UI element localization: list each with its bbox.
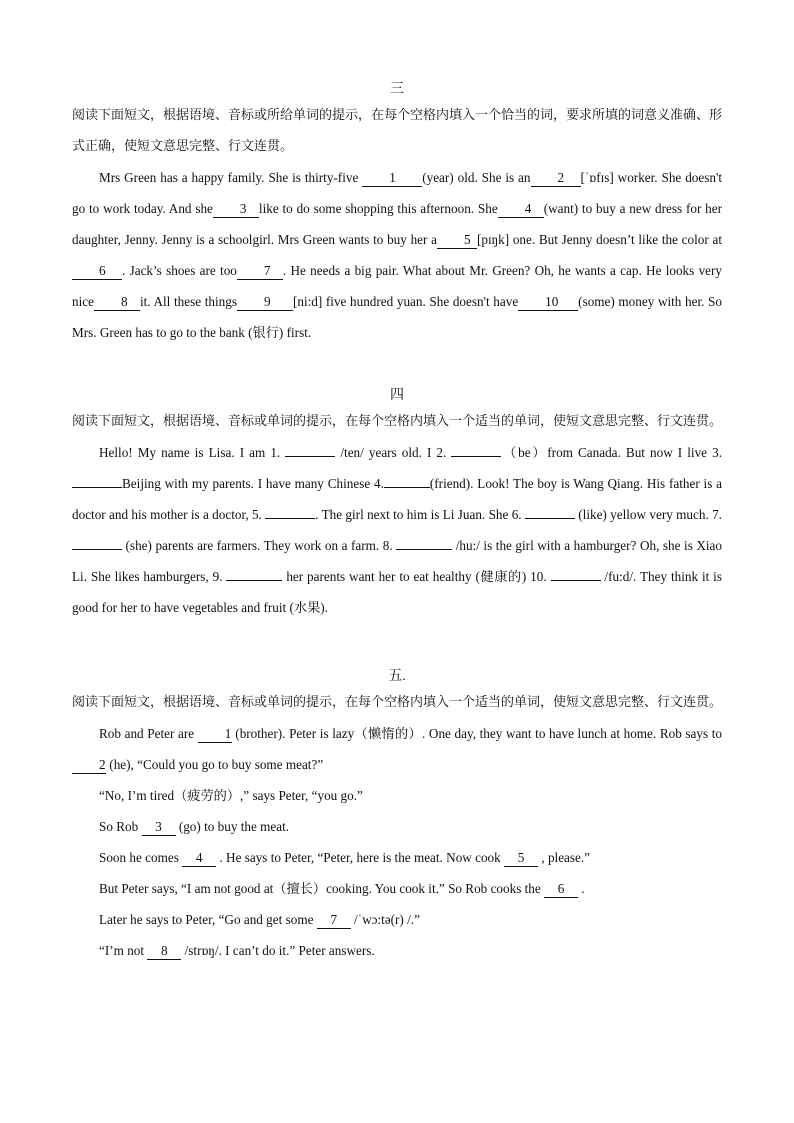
passage-text: (brother). Peter is lazy（懒惰的）. One day, they want to have lunch at home. Rob says to — [231, 726, 723, 741]
passage-text: . He needs a big pair. What about Mr. Green? Oh, he wants a cap. He looks very nice — [72, 263, 722, 309]
answer-blank[interactable]: 7 — [237, 263, 283, 280]
answer-blank[interactable]: 4 — [182, 850, 216, 867]
dialogue-line — [72, 811, 722, 842]
section-title: 四 — [390, 388, 404, 403]
answer-blank[interactable]: 9 — [237, 294, 293, 311]
passage-text: [ˈɒfɪs] worker. She doesn't go to work today. And she — [72, 170, 723, 216]
answer-blank[interactable]: 8 — [147, 943, 181, 960]
passage-text: /ˈwɔ:tə(r) /.” — [350, 912, 420, 927]
answer-blank[interactable] — [265, 502, 315, 519]
passage-text: (year) old. She is an — [422, 170, 531, 185]
answer-blank[interactable] — [551, 564, 601, 581]
passage-text: (want) to buy a new dress for her daughter, Jenny. Jenny is a schoolgirl. Mrs Green wants to buy her a — [72, 201, 722, 247]
dialogue-line — [72, 904, 722, 935]
section-4 — [72, 386, 722, 623]
section-passage — [72, 162, 722, 348]
passage-text: “I’m not — [99, 943, 148, 958]
passage-text: . He says to Peter, “Peter, here is the meat. Now cook — [216, 850, 505, 865]
section-instruction: 阅读下面短文，根据语境、音标或单词的提示，在每个空格内填入一个适当的单词，使短文意思完整、行文连贯。 — [72, 414, 723, 429]
passage-text: Rob and Peter are — [99, 726, 198, 741]
answer-blank[interactable]: 3 — [142, 819, 176, 836]
answer-blank[interactable]: 8 — [94, 294, 140, 311]
answer-blank[interactable] — [226, 564, 282, 581]
passage-text: /ten/ years old. I 2. — [335, 445, 452, 460]
dialogue-line — [72, 873, 722, 904]
answer-blank[interactable]: 6 — [544, 881, 578, 898]
answer-blank[interactable]: 1 — [362, 170, 422, 187]
passage-text: . The girl next to him is Li Juan. She 6. — [315, 507, 525, 522]
passage-text: “No, I’m tired（疲劳的）,” says Peter, “you go.” — [99, 788, 363, 803]
passage-text: [ni:d] five hundred yuan. She doesn't have — [292, 294, 519, 309]
section-passage — [72, 718, 722, 780]
passage-text: Later he says to Peter, “Go and get some — [99, 912, 317, 927]
section-5 — [72, 667, 722, 966]
section-instruction: 阅读下面短文，根据语境、音标或单词的提示，在每个空格内填入一个适当的单词，使短文意思完整、行文连贯。 — [72, 695, 723, 710]
answer-blank[interactable]: 5 — [437, 232, 477, 249]
passage-text: (he), “Could you go to buy some meat?” — [106, 757, 324, 772]
passage-text: , please.” — [538, 850, 591, 865]
answer-blank[interactable]: 4 — [498, 201, 544, 218]
section-passage — [72, 437, 722, 623]
passage-text: Beijing with my parents. I have many Chinese 4. — [122, 476, 384, 491]
answer-blank[interactable]: 6 — [72, 263, 122, 280]
section-3 — [72, 80, 722, 348]
passage-text: . — [578, 881, 585, 896]
passage-text: But Peter says, “I am not good at（擅长）cooking. You cook it.” So Rob cooks the — [99, 881, 545, 896]
passage-text: (like) yellow very much. 7. — [574, 507, 722, 522]
answer-blank[interactable]: 2 — [531, 170, 581, 187]
answer-blank[interactable]: 7 — [317, 912, 351, 929]
answer-blank[interactable] — [72, 533, 122, 550]
answer-blank[interactable] — [451, 440, 501, 457]
answer-blank[interactable]: 1 — [198, 726, 232, 743]
passage-text: (some) money with her. So Mrs. Green has to go to the bank (银行) first. — [72, 294, 722, 340]
answer-blank[interactable] — [525, 502, 575, 519]
passage-text: So Rob — [99, 819, 142, 834]
worksheet-page — [72, 76, 722, 966]
passage-text: /hu:/ is the girl with a hamburger? Oh, she is Xiao Li. She likes hamburgers, 9. — [72, 538, 722, 584]
dialogue-line — [72, 935, 722, 966]
answer-blank[interactable]: 2 — [72, 757, 106, 774]
section-title: 五. — [388, 669, 406, 684]
passage-text: (go) to buy the meat. — [175, 819, 290, 834]
answer-blank[interactable] — [72, 471, 122, 488]
dialogue-line — [72, 780, 722, 811]
answer-blank[interactable] — [384, 471, 430, 488]
passage-text: （be）from Canada. But now I live 3. — [501, 445, 722, 460]
dialogue-line — [72, 842, 722, 873]
passage-text: Soon he comes — [99, 850, 183, 865]
passage-text: (she) parents are farmers. They work on a farm. 8. — [122, 538, 397, 553]
section-title: 三 — [390, 82, 404, 97]
passage-text: like to do some shopping this afternoon. She — [258, 201, 498, 216]
passage-text: her parents want her to eat healthy (健康的) 10. — [282, 569, 551, 584]
answer-blank[interactable]: 10 — [518, 294, 578, 311]
passage-text: Mrs Green has a happy family. She is thirty-five — [99, 170, 363, 185]
passage-text: /strɒŋ/. I can’t do it.” Peter answers. — [181, 943, 375, 958]
passage-text: (friend). Look! The boy is Wang Qiang. His father is a doctor and his mother is a doctor, 5. — [72, 476, 722, 522]
answer-blank[interactable] — [396, 533, 452, 550]
passage-text: . Jack’s shoes are too — [122, 263, 237, 278]
passage-text: [pɪŋk] one. But Jenny doesn’t like the color at — [476, 232, 722, 247]
answer-blank[interactable]: 3 — [213, 201, 259, 218]
dialogue-lines — [72, 780, 722, 966]
passage-text: /fu:d/. They think it is good for her to have vegetables and fruit (水果). — [72, 569, 722, 615]
passage-text: it. All these things — [139, 294, 237, 309]
answer-blank[interactable]: 5 — [504, 850, 538, 867]
passage-text: Hello! My name is Lisa. I am 1. — [99, 445, 286, 460]
answer-blank[interactable] — [285, 440, 335, 457]
section-instruction: 阅读下面短文，根据语境、音标或所给单词的提示，在每个空格内填入一个恰当的词，要求所填的词意义准确、形式正确，使短文意思完整、行文连贯。 — [72, 108, 723, 154]
